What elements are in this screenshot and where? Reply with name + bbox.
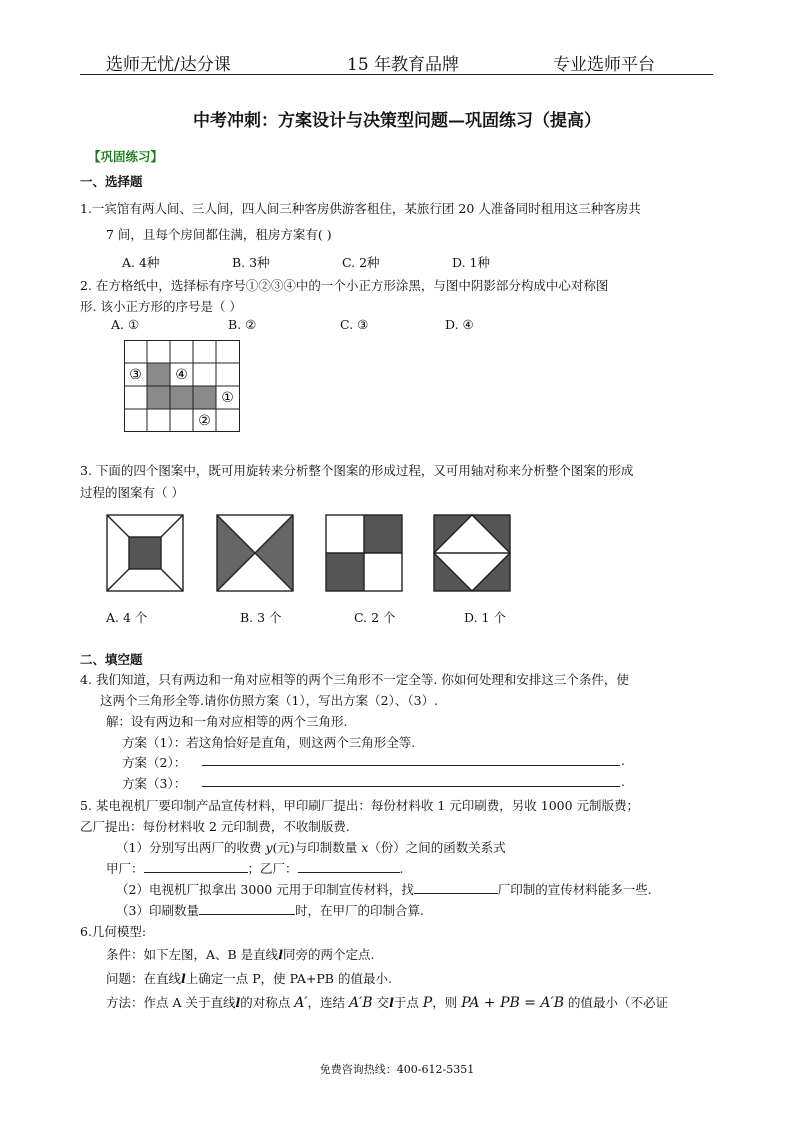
q5-factory-blank[interactable] [414, 880, 498, 894]
q6-line3-a: 问题：在直线 [106, 971, 182, 986]
q6-line4 [106, 993, 668, 1011]
header-right: 专业选师平台 [553, 55, 655, 75]
header-center: 15 年教育品牌 [347, 55, 460, 75]
header-left: 选师无忧/达分课 [106, 55, 231, 75]
q2-option-a: A. ① [111, 317, 140, 332]
q6-var-a-prime-b: A′B [349, 995, 373, 1011]
q6-line2 [106, 945, 374, 963]
q3-pattern-d [433, 514, 511, 592]
q2-option-b: B. ② [228, 317, 257, 332]
q4-plan3-label: 方案（3）： [122, 776, 187, 791]
footer-hotline: 免费咨询热线：400-612-5351 [319, 1063, 475, 1076]
q1-option-b: B. 3种 [232, 255, 270, 270]
q3-option-c: C. 2 个 [354, 610, 396, 625]
q6-line3 [106, 969, 392, 987]
q5-quantity-blank[interactable] [199, 901, 295, 915]
q4-line3: 解：设有两边和一角对应相等的两个三角形. [106, 714, 348, 729]
q6-line3-b: 上确定一点 P，使 PA+PB 的值最小. [185, 971, 392, 986]
q6-line2-a: 条件：如下左图，A、B 是直线 [106, 947, 279, 962]
q4-plan1: 方案（1）：若这角恰好是直角，则这两个三角形全等. [122, 735, 416, 750]
q5-line6-a: （3）印刷数量 [116, 903, 199, 918]
q6-line4-b: 的对称点 [240, 995, 295, 1010]
part2-heading: 二、填空题 [80, 652, 143, 667]
q4-plan2-period: . [621, 753, 625, 768]
q4-plan3-period: . [621, 774, 625, 789]
q2-option-c: C. ③ [340, 317, 369, 332]
q5-line3-b: (元)与印制数量 [272, 840, 362, 855]
q2-line2: 形. 该小正方形的序号是（ ） [80, 299, 242, 314]
q5-line5-a: （2）电视机厂拟拿出 3000 元用于印制宣传材料，找 [116, 882, 414, 897]
q6-var-l: l [278, 947, 283, 962]
page-title: 中考冲刺：方案设计与决策型问题—巩固练习（提高） [193, 111, 601, 131]
q1-option-c: C. 2种 [342, 255, 380, 270]
section-tag: 【巩固练习】 [88, 149, 164, 164]
q5-line6-b: 时，在甲厂的印制合算. [294, 903, 424, 918]
grid-label-2: ② [198, 413, 211, 429]
q6-var-p: P [422, 995, 433, 1011]
q1-line1: 1.一宾馆有两人间、三人间，四人间三种客房供游客租住，某旅行团 20 人准备同时租用这三种客房共 [80, 201, 641, 216]
q1-option-d: D. 1种 [452, 255, 490, 270]
q4-line1: 4. 我们知道，只有两边和一角对应相等的两个三角形不一定全等. 你如何处理和安排这三个条件，使 [80, 672, 629, 687]
q6-line4-g: 的值最小（不必证 [564, 995, 668, 1010]
q6-var-l: l [389, 995, 394, 1010]
q5-var-y: y [265, 840, 273, 855]
grid-label-4: ④ [175, 367, 188, 383]
q3-line1: 3. 下面的四个图案中，既可用旋转来分析整个图案的形成过程，又可用轴对称来分析整个图案的形成 [80, 463, 634, 478]
q1-line2: 7 间，且每个房间都住满，租房方案有( ) [106, 227, 332, 242]
q3-option-a: A. 4 个 [106, 610, 148, 625]
q5-line5 [116, 880, 652, 898]
q5-line1: 5. 某电视机厂要印制产品宣传材料，甲印刷厂提出：每份材料收 1 元印刷费，另收 1000 元制版费； [80, 798, 640, 813]
part1-heading: 一、选择题 [80, 174, 143, 189]
q4-plan3-blank[interactable] [202, 772, 620, 787]
q5-line2: 乙厂提出：每份材料收 2 元印制费，不收制版费. [80, 819, 350, 834]
q5-line3-c: （份）之间的函数关系式 [368, 840, 506, 855]
q3-pattern-c [325, 514, 403, 592]
q5-line3 [116, 838, 506, 856]
q5-line5-b: 厂印制的宣传材料能多一些. [497, 882, 652, 897]
q3-option-b: B. 3 个 [240, 610, 282, 625]
q5-line4-period: . [399, 861, 404, 876]
q5-yi-blank[interactable] [298, 859, 400, 873]
q5-jia-blank[interactable] [144, 859, 248, 873]
q5-line3-a: （1）分别写出两厂的收费 [116, 840, 266, 855]
q1-option-a: A. 4种 [122, 255, 160, 270]
q6-line4-e: 于点 [393, 995, 423, 1010]
q6-line4-d: 交 [372, 995, 390, 1010]
q3-line2: 过程的图案有（ ） [80, 485, 184, 500]
q3-option-d: D. 1 个 [464, 610, 506, 625]
q6-var-a-prime: A′ [294, 995, 308, 1011]
q6-line4-c: ，连结 [307, 995, 349, 1010]
q6-var-l: l [181, 971, 186, 986]
q5-line6 [116, 901, 424, 919]
q2-option-d: D. ④ [445, 317, 474, 332]
q3-pattern-b [216, 514, 294, 592]
q5-line4 [106, 859, 404, 877]
q6-equation: PA + PB = A′B [461, 995, 564, 1011]
grid-label-3: ③ [129, 367, 142, 383]
q6-var-l: l [235, 995, 241, 1010]
q6-line4-a: 方法：作点 A 关于直线 [106, 995, 236, 1010]
q6-line1: 6.几何模型: [80, 924, 147, 939]
q5-var-x: x [361, 840, 369, 855]
q5-jia-label: 甲厂： [106, 861, 144, 876]
header-divider [80, 74, 713, 75]
q6-line2-b: 同旁的两个定点. [282, 947, 375, 962]
q5-yi-label: ；乙厂： [247, 861, 298, 876]
q4-line2: 这两个三角形全等.请你仿照方案（1），写出方案（2）、（3）. [100, 693, 439, 708]
q4-plan2-blank[interactable] [202, 751, 620, 766]
q2-line1: 2. 在方格纸中，选择标有序号①②③④中的一个小正方形涂黑，与图中阴影部分构成中心对称图 [80, 278, 609, 293]
q6-line4-f: ，则 [432, 995, 462, 1010]
q2-grid-figure [124, 340, 240, 432]
grid-label-1: ① [221, 390, 234, 406]
q3-pattern-a [106, 514, 184, 592]
q4-plan2-label: 方案（2）： [122, 755, 187, 770]
